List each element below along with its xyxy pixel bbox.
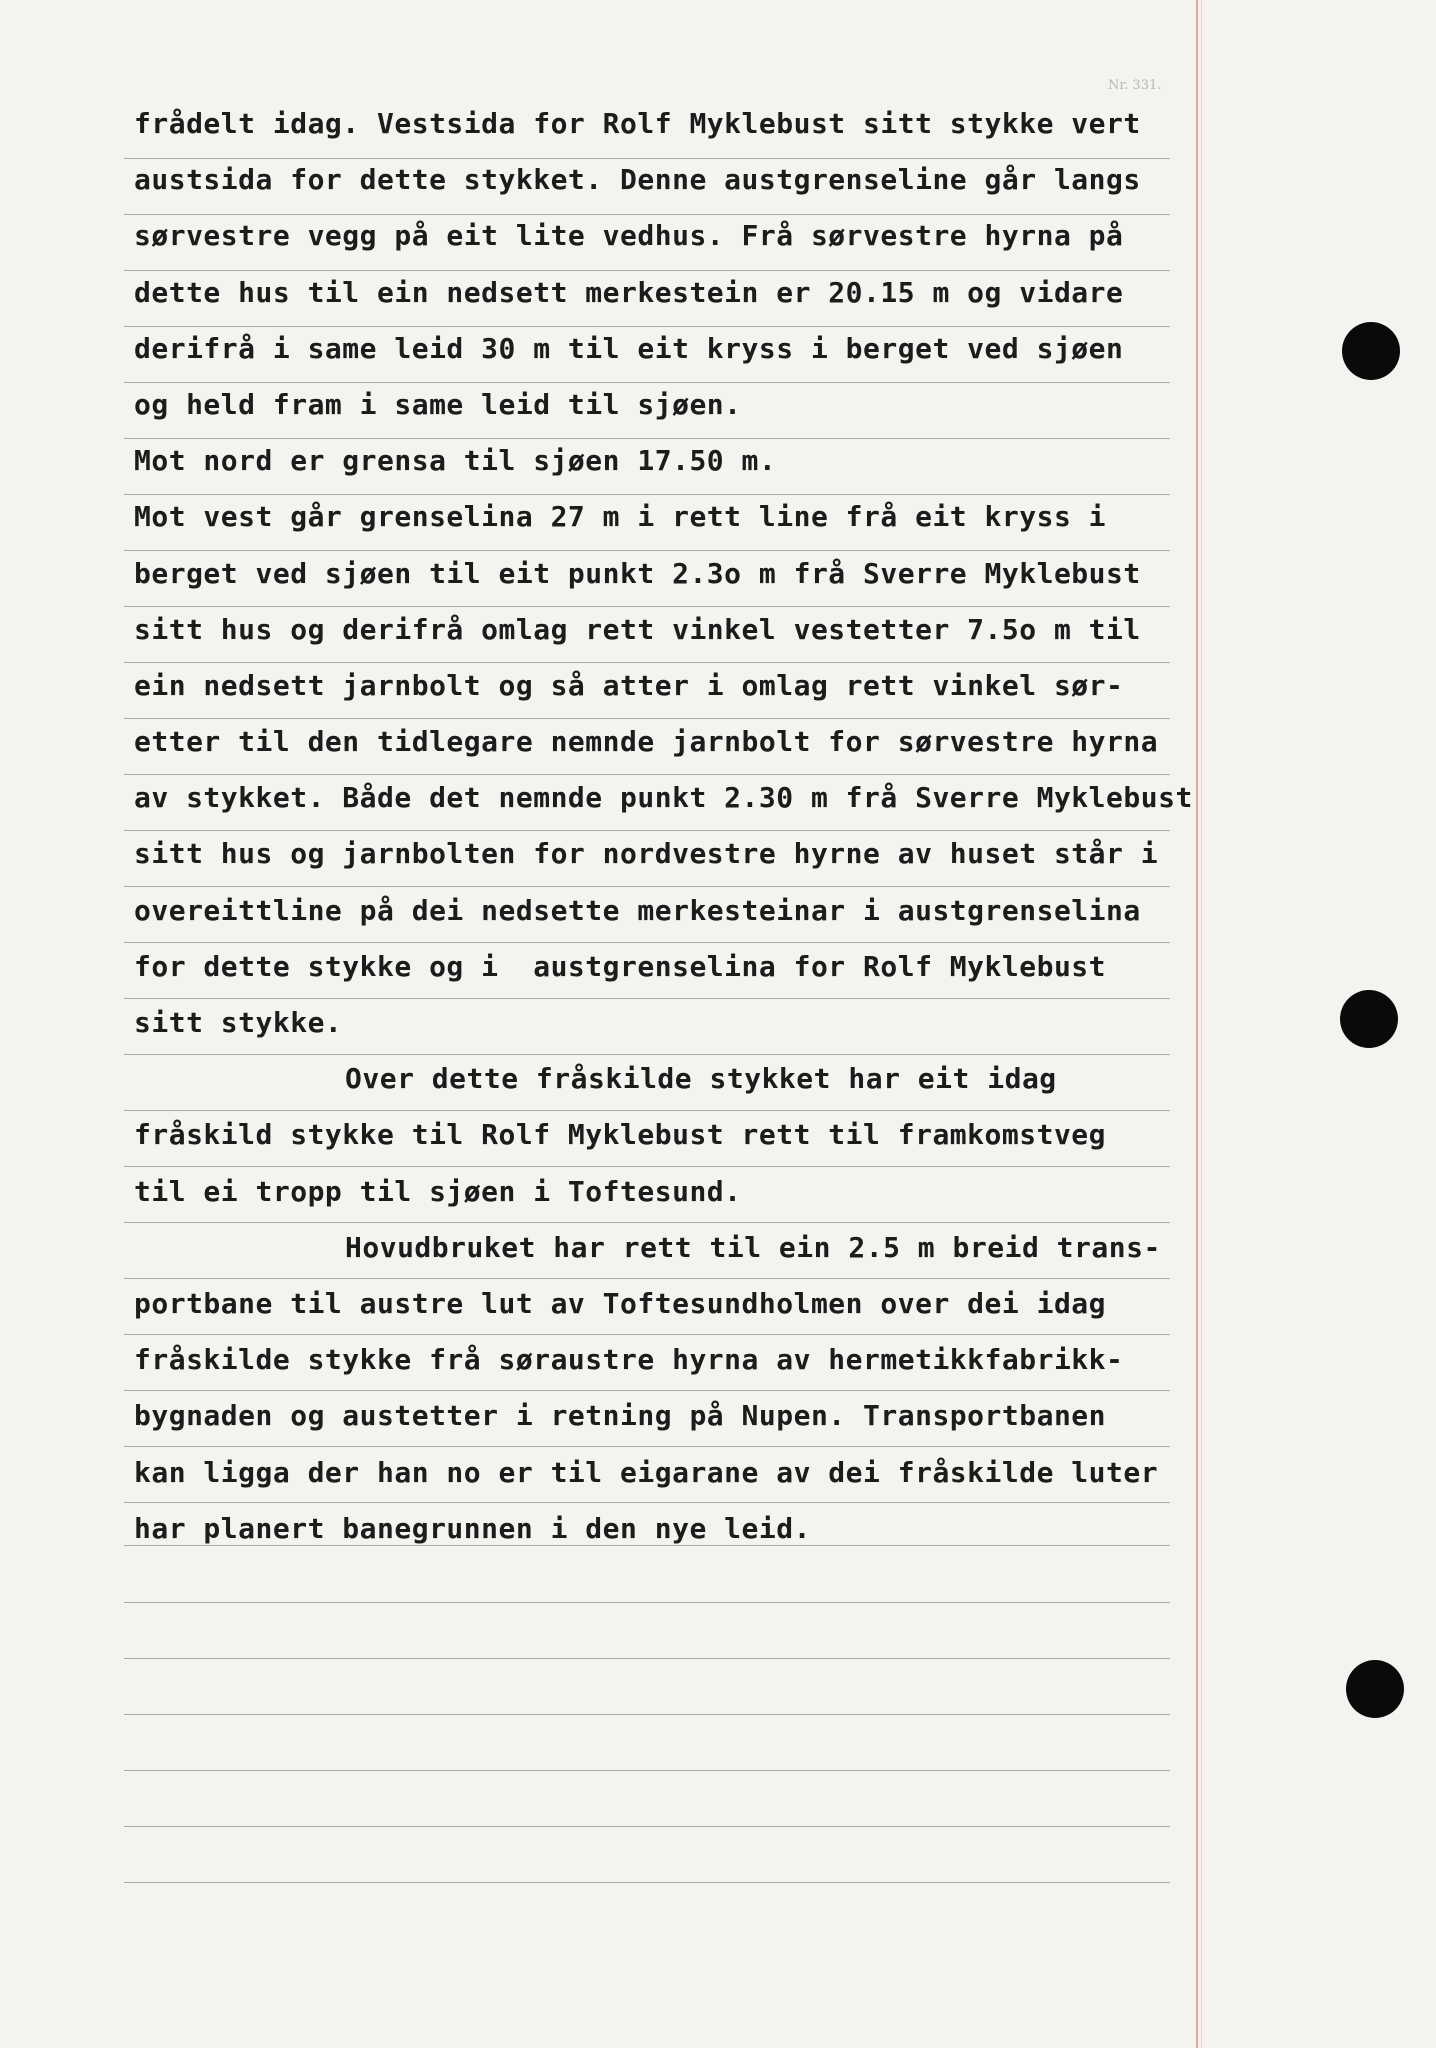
ruled-line <box>124 1826 1170 1827</box>
ruled-line <box>124 1658 1170 1659</box>
text-line: for dette stykke og i austgrenselina for Rolf Myklebust <box>134 949 1107 983</box>
punch-hole <box>1342 322 1400 380</box>
punch-hole <box>1346 1660 1404 1718</box>
text-line: fråskild stykke til Rolf Myklebust rett til framkomstveg <box>134 1118 1107 1152</box>
text-line: bygnaden og austetter i retning på Nupen. Transportbanen <box>134 1399 1107 1433</box>
text-line: Mot vest går grenselina 27 m i rett line frå eit kryss i <box>134 500 1107 534</box>
ruled-line <box>124 1882 1170 1883</box>
text-line: sørvestre vegg på eit lite vedhus. Frå sørvestre hyrna på <box>134 219 1124 253</box>
text-line: til ei tropp til sjøen i Toftesund. <box>134 1174 742 1208</box>
typed-text-body <box>134 96 1214 1557</box>
text-line: ein nedsett jarnbolt og så atter i omlag rett vinkel sør- <box>134 668 1124 702</box>
text-line: dette hus til ein nedsett merkestein er 20.15 m og vidare <box>134 275 1124 309</box>
text-line: derifrå i same leid 30 m til eit kryss i berget ved sjøen <box>134 331 1124 365</box>
text-line: Mot nord er grensa til sjøen 17.50 m. <box>134 444 777 478</box>
text-line: portbane til austre lut av Toftesundholmen over dei idag <box>134 1286 1107 1320</box>
ruled-line <box>124 1714 1170 1715</box>
corner-note: Nr. 331. <box>1108 78 1162 93</box>
text-line: Hovudbruket har rett til ein 2.5 m breid trans- <box>345 1230 1161 1264</box>
text-line: berget ved sjøen til eit punkt 2.3o m frå Sverre Myklebust <box>134 556 1141 590</box>
punch-hole <box>1340 990 1398 1048</box>
ruled-line <box>124 1770 1170 1771</box>
text-line: og held fram i same leid til sjøen. <box>134 387 742 421</box>
text-line: fråskilde stykke frå søraustre hyrna av hermetikkfabrikk- <box>134 1343 1124 1377</box>
text-line: sitt hus og jarnbolten for nordvestre hyrne av huset står i <box>134 837 1159 871</box>
text-line: har planert banegrunnen i den nye leid. <box>134 1511 811 1545</box>
text-line: sitt hus og derifrå omlag rett vinkel vestetter 7.5o m til <box>134 612 1141 646</box>
text-line: etter til den tidlegare nemnde jarnbolt for sørvestre hyrna <box>134 725 1159 759</box>
text-line: kan ligga der han no er til eigarane av dei fråskilde luter <box>134 1455 1159 1489</box>
text-line: sitt stykke. <box>134 1006 343 1039</box>
text-line: overeittline på dei nedsette merkesteinar i austgrenselina <box>134 893 1141 927</box>
ruled-line <box>124 1602 1170 1603</box>
text-line: frådelt idag. Vestsida for Rolf Myklebust sitt stykke vert <box>134 107 1141 140</box>
text-line: austsida for dette stykket. Denne austgrenseline går langs <box>134 163 1141 197</box>
text-line: av stykket. Både det nemnde punkt 2.30 m frå Sverre Myklebust <box>134 781 1193 815</box>
text-line: Over dette fråskilde stykket har eit idag <box>345 1062 1057 1096</box>
